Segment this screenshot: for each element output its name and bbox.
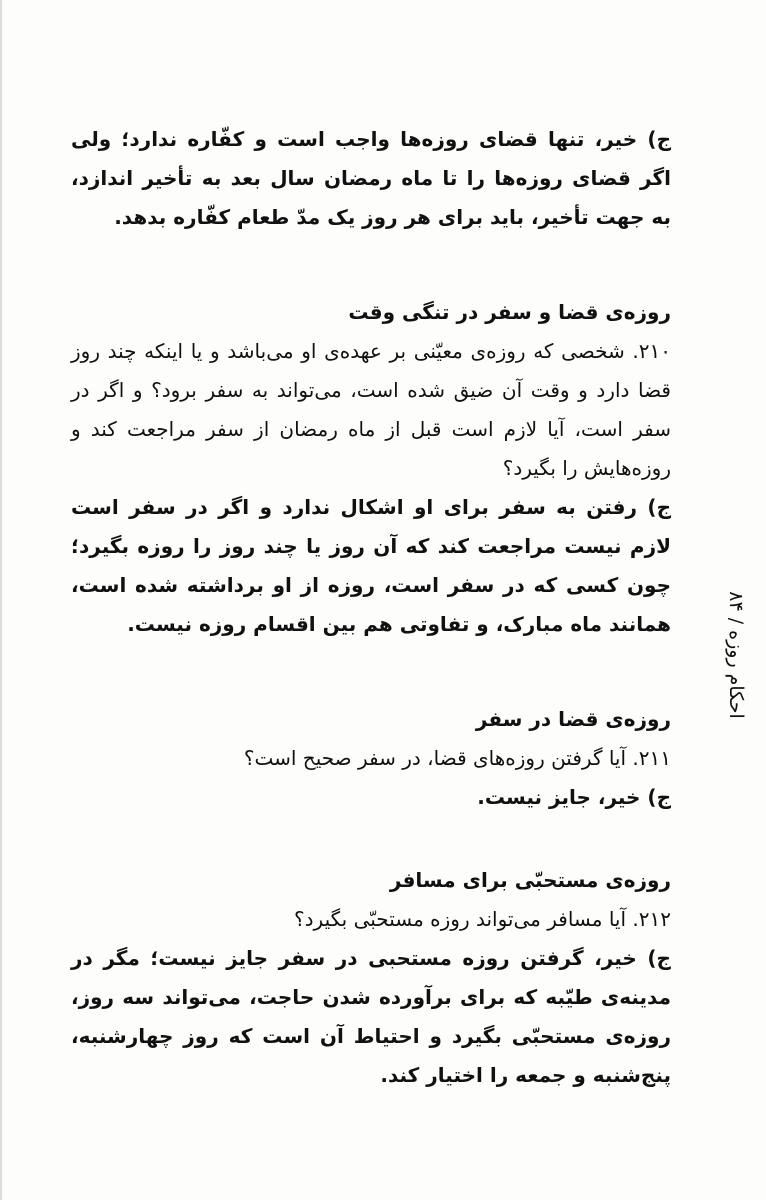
section-heading-travel-short-time: روزه‌ی قضا و سفر در تنگی وقت: [348, 300, 671, 324]
section-heading-recommended-fast-traveler: روزه‌ی مستحبّی برای مسافر: [389, 868, 671, 892]
answer-label: ج): [636, 946, 671, 970]
answer-label: ج): [637, 495, 671, 519]
page-edge-shadow: [0, 0, 2, 1200]
question-text: آیا گرفتن روزه‌های قضا، در سفر صحیح است؟: [243, 746, 627, 770]
answer-212: [71, 939, 671, 1095]
question-text: شخصی که روزه‌ی معیّنی بر عهده‌ی او می‌باشد و یا اینکه چند روز قضا دارد و وقت آن ضیق شده است، می‌تواند به سفر برود؟ و اگر در سفر است، آیا لازم است قبل از ماه رمضان از سفر مراجعت کند و روزه‌هایش را بگیرد؟: [71, 339, 671, 480]
spacer: [71, 237, 671, 293]
question-212: [71, 900, 671, 939]
running-header-text: احکام روزه / ۸۴: [725, 591, 747, 719]
answer-label: ج): [637, 127, 671, 151]
question-210: [71, 332, 671, 488]
answer-text: خیر، جایز نیست.: [477, 785, 641, 809]
question-number: ۲۱۱.: [626, 746, 671, 770]
answer-text: خیر، گرفتن روزه مستحبی در سفر جایز نیست؛ مگر در مدینه‌ی طیّبه که برای برآورده شدن حاجت، می‌تواند سه روز، روزه‌ی مستحبّی بگیرد و احتیاط آن است که روز چهارشنبه، پنج‌شنبه و جمعه را اختیار کند.: [71, 946, 671, 1087]
question-text: آیا مسافر می‌تواند روزه مستحبّی بگیرد؟: [294, 907, 627, 931]
spacer: [71, 817, 671, 861]
answer-210: [71, 488, 671, 644]
page-body: [71, 120, 671, 1095]
answer-209: [71, 120, 671, 237]
answer-text: خیر، تنها قضای روزه‌ها واجب است و کفّاره ندارد؛ ولی اگر قضای روزه‌ها را تا ماه رمضان سال بعد به تأخیر اندازد، به جهت تأخیر، باید برای هر روز یک مدّ طعام کفّاره بدهد.: [71, 127, 671, 229]
question-number: ۲۱۲.: [626, 907, 671, 931]
question-number: ۲۱۰.: [624, 339, 672, 363]
section-heading-qada-in-travel: روزه‌ی قضا در سفر: [475, 707, 671, 731]
answer-text: رفتن به سفر برای او اشکال ندارد و اگر در سفر است لازم نیست مراجعت کند که آن روز یا چند روز را روزه بگیرد؛ چون کسی که در سفر است، روزه از او برداشته شده است، همانند ماه مبارک، و تفاوتی هم بین اقسام روزه نیست.: [71, 495, 671, 636]
answer-label: ج): [640, 785, 671, 809]
answer-211: [71, 778, 671, 817]
question-211: [71, 739, 671, 778]
running-header: [724, 575, 748, 735]
spacer: [71, 644, 671, 700]
